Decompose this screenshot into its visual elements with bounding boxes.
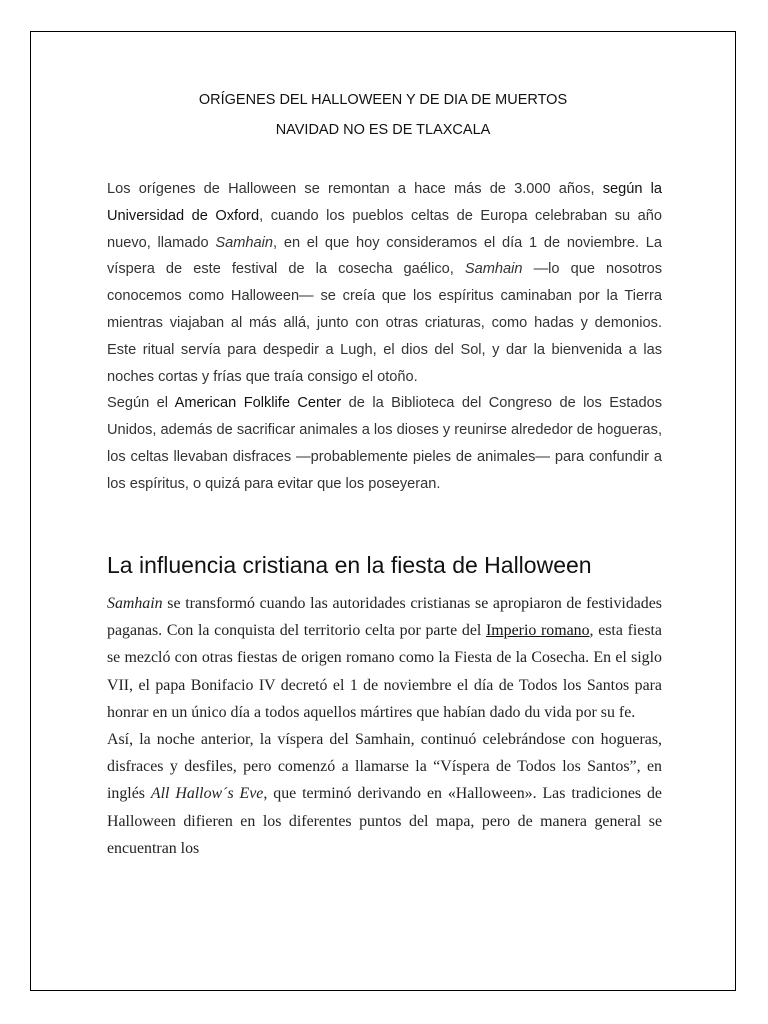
- text-run: , en el que hoy consideramos el día 1 de noviembre. La víspera de este festival de la cosecha gaélico,: [107, 234, 662, 278]
- text-run: , esta fiesta se mezcló con otras fiestas de origen romano como la Fiesta de la Cosecha. En el siglo VII, el papa Bonifacio IV decretó el 1 de noviembre el día de Todos los Santos para honrar en un único día a todos aquellos mártires que habían dado du vida por su fe.: [107, 622, 662, 721]
- text-run: de la Biblioteca del Congreso de los Estados Unidos, además de sacrificar animales a los dioses y reunirse alrededor de hogueras, los celtas llevaban disfraces —probablemente pieles de animales— para confundir a los espíritus, o quizá para evitar que los poseyeran.: [107, 395, 662, 492]
- christian-influence-section: [107, 590, 662, 862]
- text-run: Así, la noche anterior, la víspera del Samhain, continuó celebrándose con hogueras, disfraces y desfiles, pero comenzó a llamarse la “Víspera de Todos los Santos”, en inglés: [107, 731, 662, 803]
- document-title: ORÍGENES DEL HALLOWEEN Y DE DIA DE MUERTOS: [198, 92, 568, 108]
- emphasis-all-hallows-eve: All Hallow´s Eve: [150, 785, 264, 803]
- emphasis-samhain: Samhain: [107, 595, 163, 612]
- paragraph-folklife: [107, 390, 662, 497]
- paragraph-origins: [107, 176, 662, 390]
- text-run: Los orígenes de Halloween se remontan a hace más de 3.000 años,: [107, 181, 603, 197]
- document-subtitle: NAVIDAD NO ES DE TLAXCALA: [275, 122, 491, 138]
- emphasis-samhain: Samhain: [464, 261, 523, 278]
- oxford-link[interactable]: según la Universidad de Oxford: [107, 181, 662, 224]
- text-run: se transformó cuando las autoridades cristianas se apropiaron de festividades paganas. Con la conquista del territorio celta por parte del: [107, 595, 662, 640]
- paragraph-all-hallows: [107, 726, 662, 862]
- text-run: Según el: [107, 395, 175, 412]
- folklife-center-link[interactable]: American Folklife Center: [174, 395, 342, 412]
- text-run: —lo que nosotros conocemos como Halloween— se creía que los espíritus caminaban por la Tierra mientras viajaban al más allá, junto con otras criaturas, como hadas y demonios. Este ritual servía para despedir a Lugh, el dios del Sol, y dar la bienvenida a las noches cortas y frías que traía consigo el otoño.: [107, 261, 662, 385]
- emphasis-samhain: Samhain: [215, 234, 274, 251]
- section-heading: La influencia cristiana en la fiesta de Halloween: [107, 552, 592, 578]
- imperio-romano-link[interactable]: Imperio romano: [486, 622, 590, 640]
- intro-section: [107, 176, 662, 498]
- text-run: , cuando los pueblos celtas de Europa celebraban su año nuevo, llamado: [107, 207, 663, 251]
- paragraph-christian: [107, 590, 662, 726]
- text-run: , que terminó derivando en «Halloween». Las tradiciones de Halloween difieren en los diferentes puntos del mapa, pero de manera general se encuentran los: [107, 785, 662, 857]
- document-page: [30, 31, 736, 991]
